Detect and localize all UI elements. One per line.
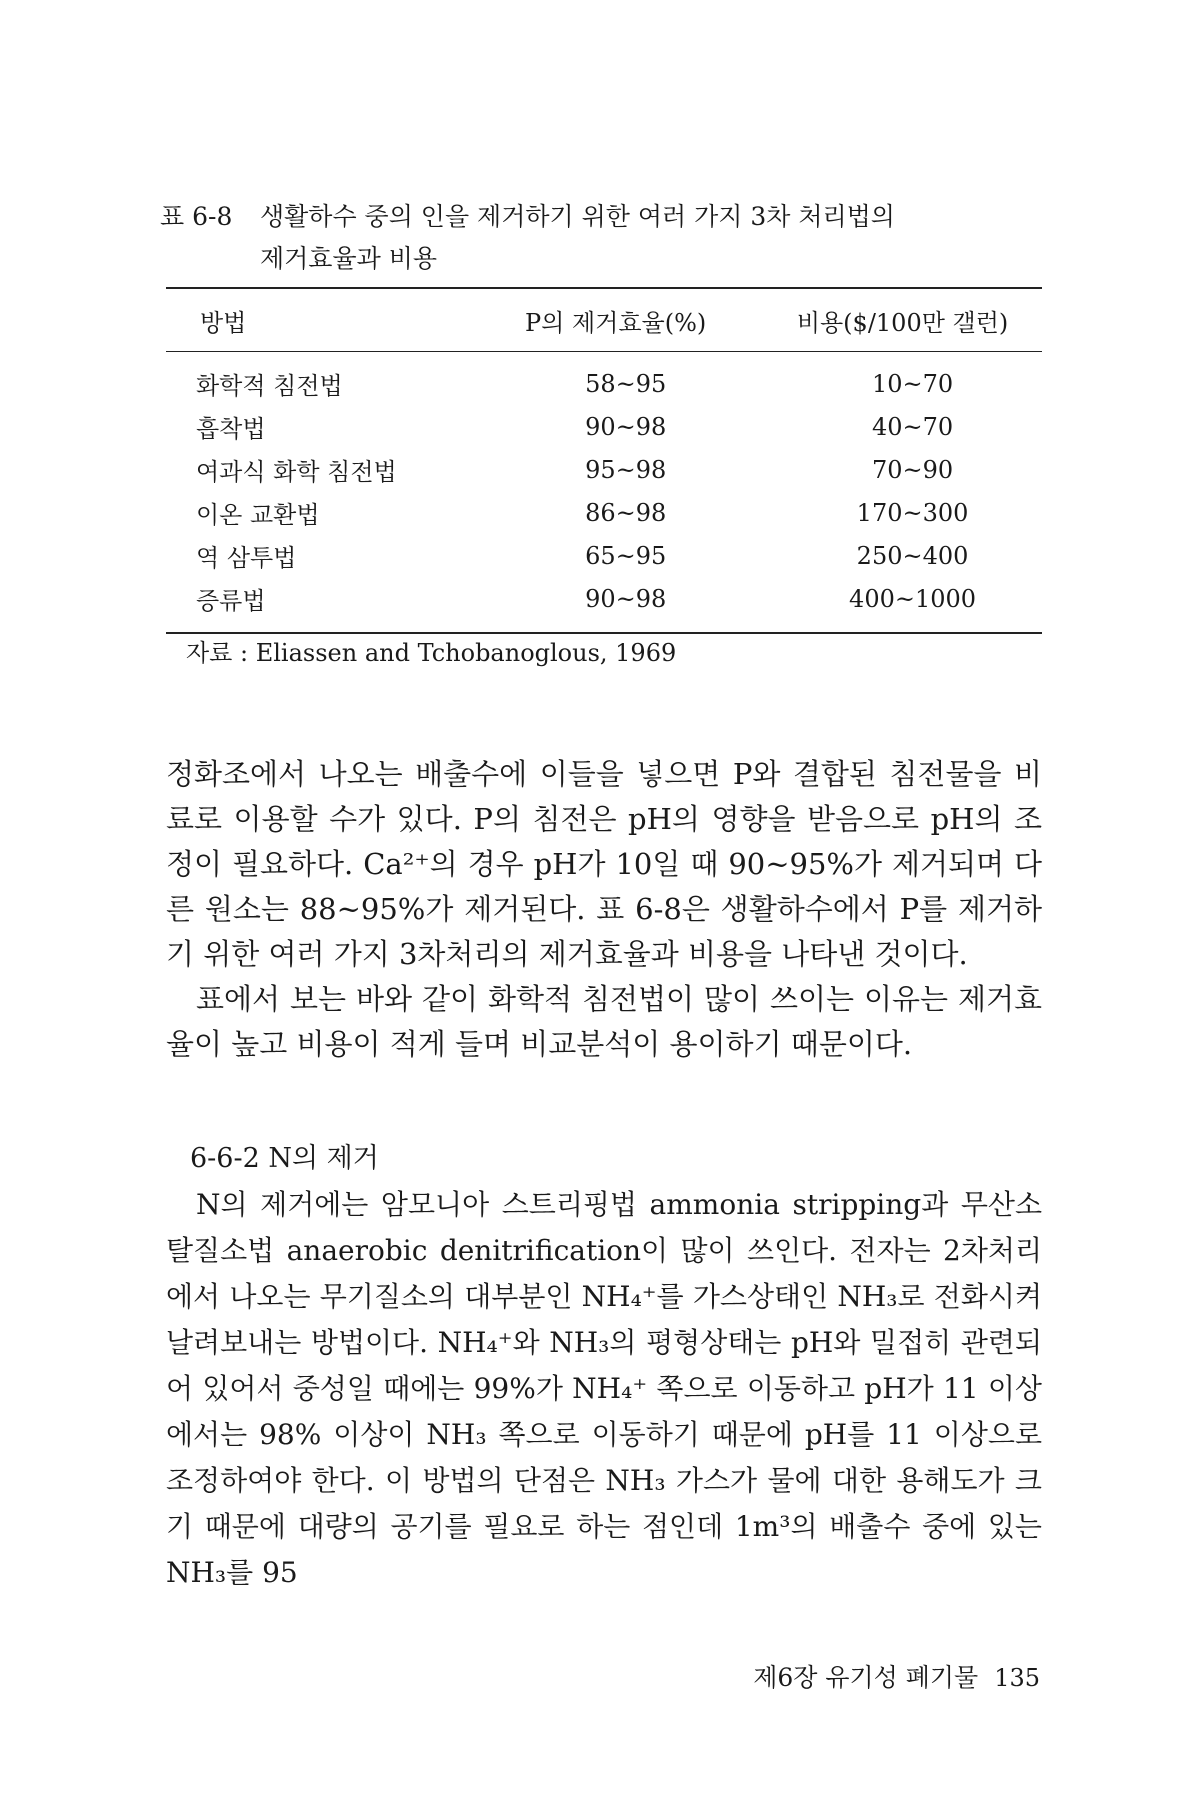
cell-cost: 170~300 [856, 498, 969, 527]
body-section-phosphorus [166, 752, 1042, 1067]
cell-efficiency: 95~98 [585, 455, 667, 484]
table-caption-number: 표 6-8 [160, 202, 233, 231]
cell-cost: 10~70 [871, 369, 954, 398]
table-caption-line2: 제거효율과 비용 [260, 244, 437, 273]
header-cost: 비용($/100만 갤런) [763, 288, 1042, 352]
page-number: 135 [994, 1664, 1040, 1692]
paragraph: 표에서 보는 바와 같이 화학적 침전법이 많이 쓰이는 이유는 제거효율이 높고 비용이 적게 들며 비교분석이 용이하기 때문이다. [166, 982, 1042, 1061]
table-row [166, 491, 1042, 534]
cell-efficiency: 58~95 [585, 369, 667, 398]
table-header-row [166, 288, 1042, 352]
table-caption-line1: 생활하수 중의 인을 제거하기 위한 여러 가지 3차 처리법의 [260, 202, 895, 231]
cell-cost: 250~400 [856, 541, 969, 570]
cell-cost: 400~1000 [763, 577, 1042, 633]
paragraph: 정화조에서 나오는 배출수에 이들을 넣으면 P와 결합된 침전물을 비료로 이용할 수가 있다. P의 침전은 pH의 영향을 받음으로 pH의 조정이 필요하다. Ca²⁺의 경우 pH가 10일 때 90~95%가 제거되며 다른 원소는 88~95%가 제거된다. 표 6-8은 생활하수에서 P를 제거하기 위한 여러 가지 3차처리의 제거효율과 비용을 나타낸 것이다. [166, 757, 1042, 971]
body-section-nitrogen [166, 1182, 1042, 1596]
section-heading: 6-6-2 N의 제거 [190, 1143, 379, 1174]
cell-efficiency: 65~95 [585, 541, 667, 570]
cell-method: 이온 교환법 [196, 501, 320, 529]
cell-method: 흡착법 [196, 415, 266, 443]
footer-chapter: 제6장 유기성 폐기물 [753, 1663, 979, 1692]
paragraph: N의 제거에는 암모니아 스트리핑법 ammonia stripping과 무산소 탈질소법 anaerobic denitrification이 많이 쓰인다. 전자는 2차처리에서 나오는 무기질소의 대부분인 NH₄⁺를 가스상태인 NH₃로 전화시켜 날려보내는 방법이다. NH₄⁺와 NH₃의 평형상태는 pH와 밀접히 관련되어 있어서 중성일 때에는 99%가 NH₄⁺ 쪽으로 이동하고 pH가 11 이상에서는 98% 이상이 NH₃ 쪽으로 이동하기 때문에 pH를 11 이상으로 조정하여야 한다. 이 방법의 단점은 NH₃ 가스가 물에 대한 용해도가 크기 때문에 대량의 공기를 필요로 하는 점인데 1m³의 배출수 중에 있는 NH₃를 95 [166, 1188, 1042, 1589]
table-source: 자료 : Eliassen and Tchobanoglous, 1969 [186, 639, 677, 667]
header-efficiency: P의 제거효율(%) [468, 288, 763, 352]
header-method: 방법 [166, 288, 468, 352]
table-row [166, 352, 1042, 406]
table-row [166, 577, 1042, 633]
table-row [166, 534, 1042, 577]
cell-efficiency: 90~98 [585, 412, 667, 441]
cell-method: 화학적 침전법 [196, 372, 343, 400]
cell-cost: 40~70 [871, 412, 954, 441]
cell-method: 역 삼투법 [196, 544, 297, 572]
cell-method: 여과식 화학 침전법 [196, 458, 397, 486]
cell-efficiency: 90~98 [468, 577, 763, 633]
cell-method: 증류법 [166, 577, 468, 633]
cell-efficiency: 86~98 [585, 498, 667, 527]
table-row [166, 405, 1042, 448]
table-row [166, 448, 1042, 491]
page-footer [700, 1658, 1040, 1694]
phosphorus-removal-table [166, 287, 1042, 634]
table-caption [160, 196, 1060, 280]
cell-cost: 70~90 [871, 455, 954, 484]
